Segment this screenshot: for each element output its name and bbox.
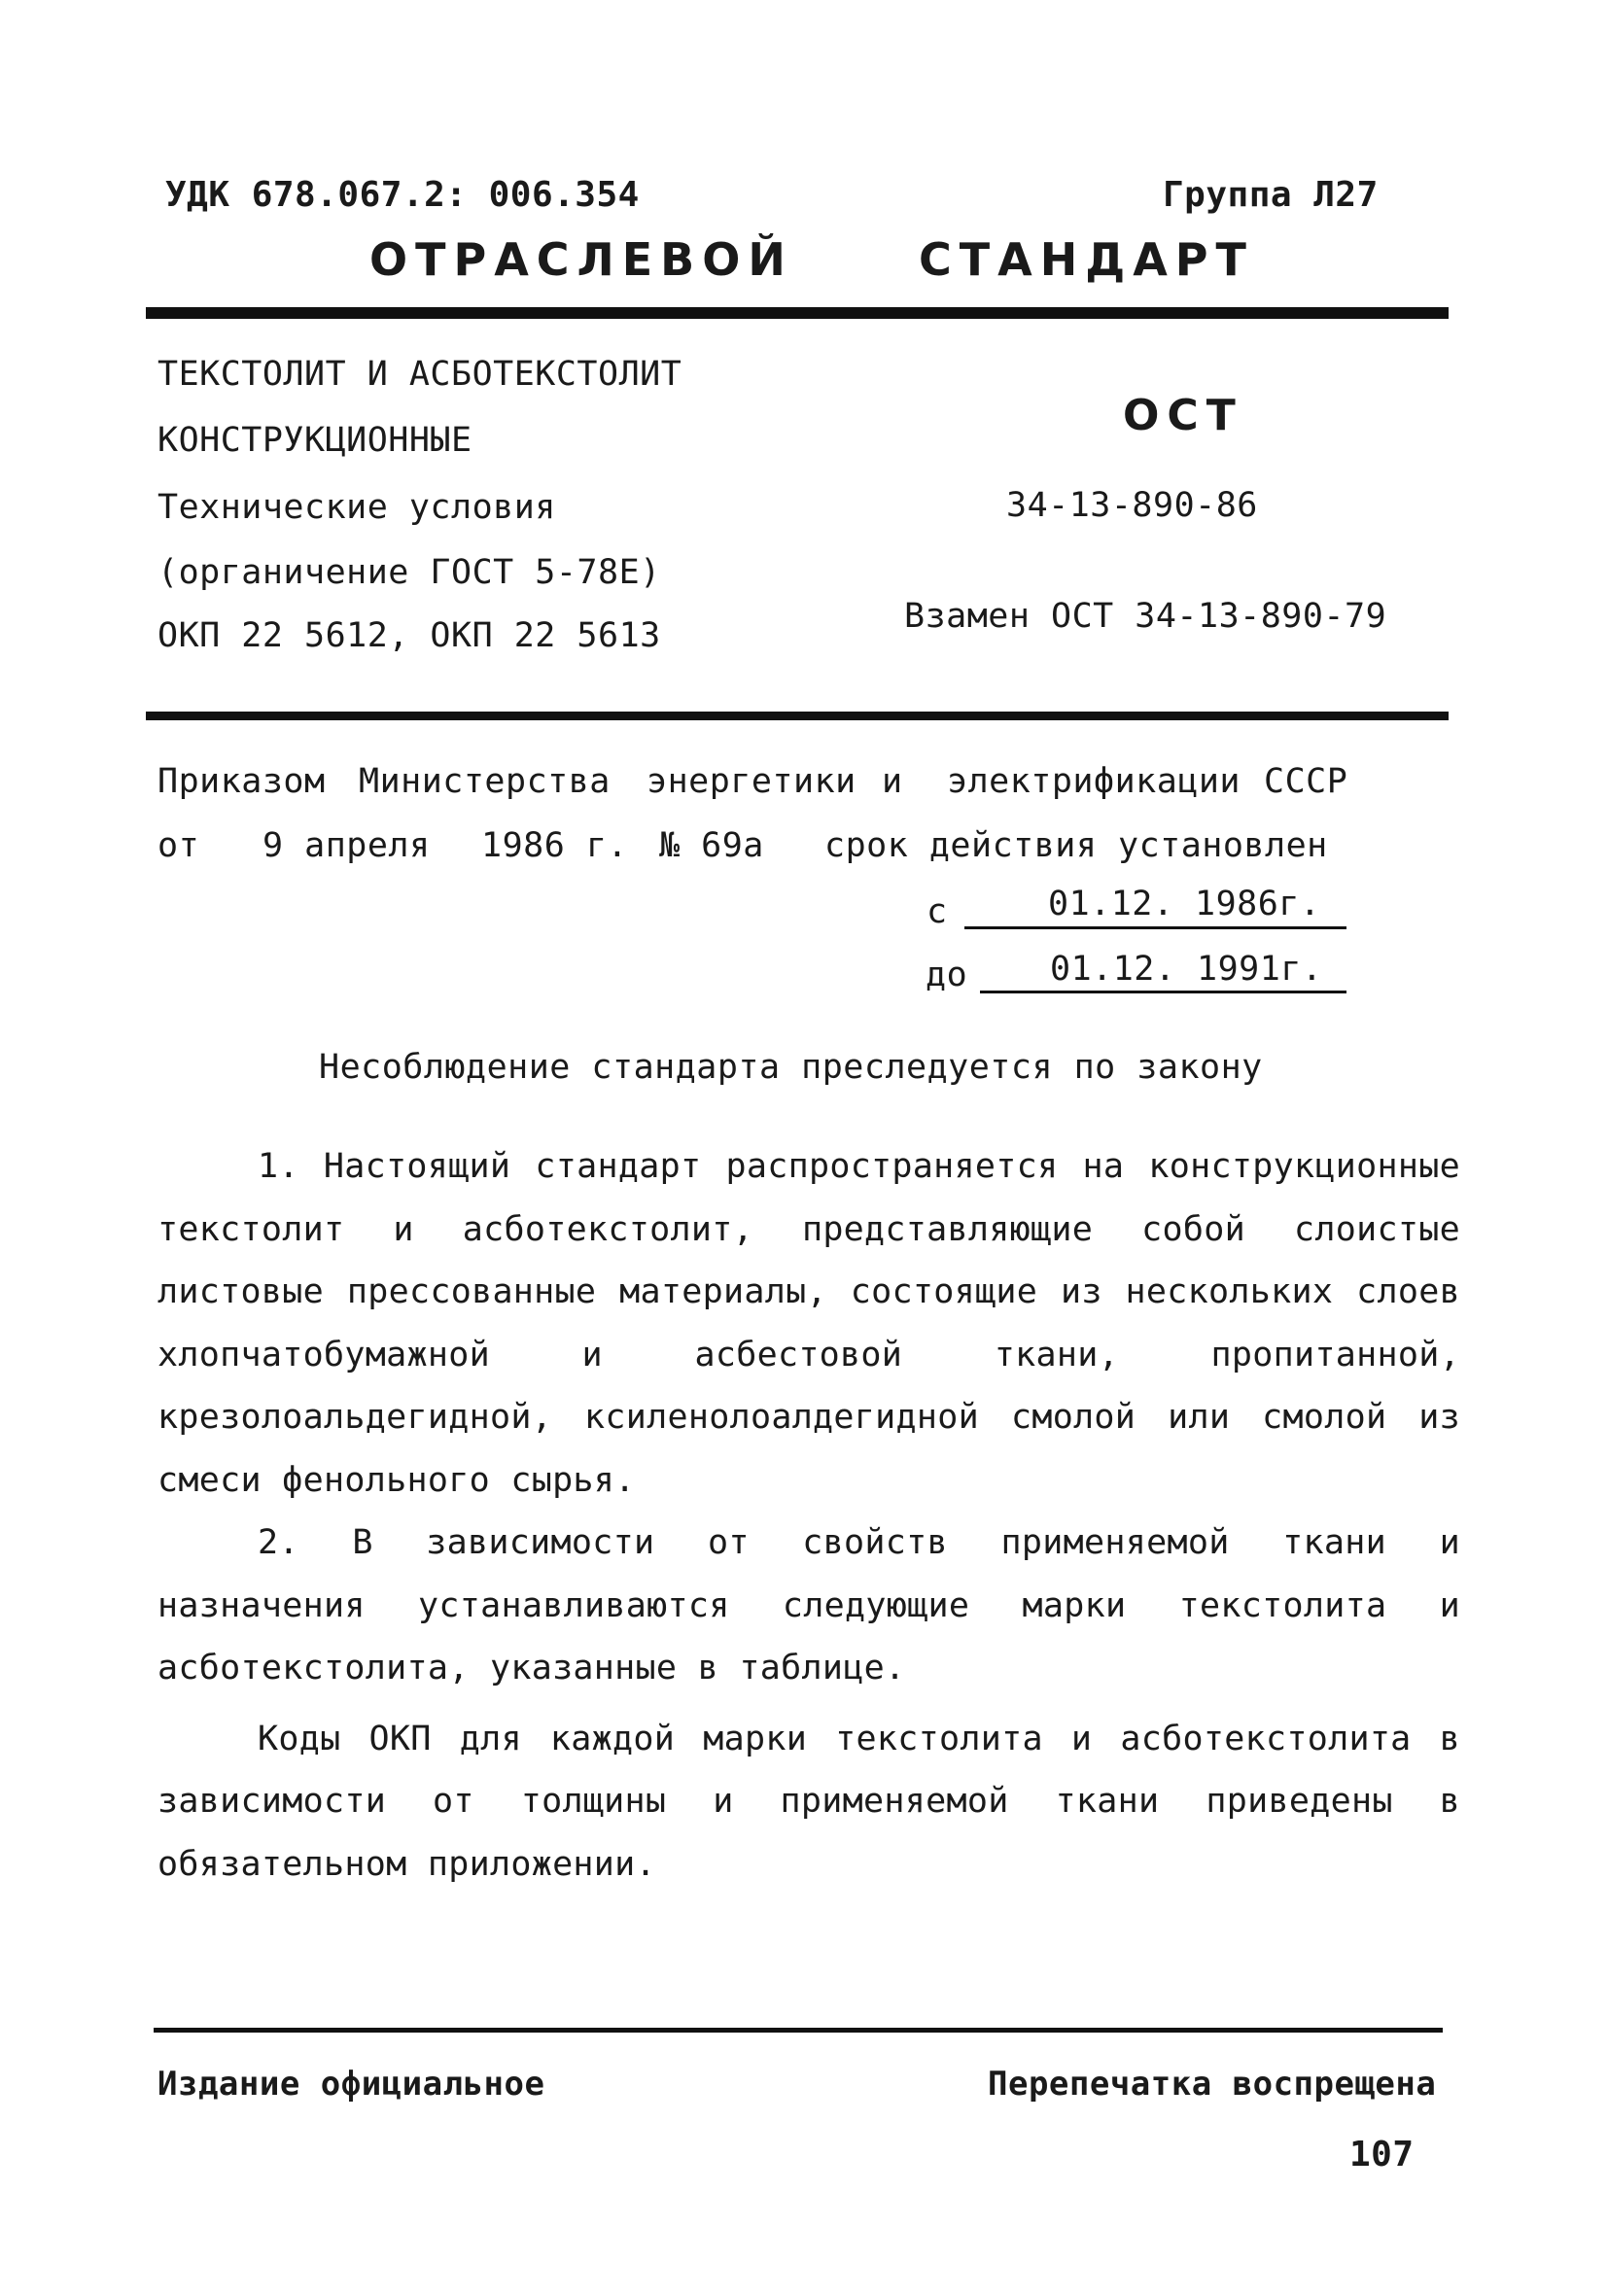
order-word-6: СССР	[1264, 762, 1348, 801]
standard-kind-title: СТАНДАРТ	[919, 233, 1254, 286]
ost-label: ОСТ	[1123, 391, 1243, 440]
order-word-3: энергетики	[647, 762, 856, 801]
valid-to-label: до	[926, 956, 968, 994]
okp-codes: ОКП 22 5612, ОКП 22 5613	[157, 616, 661, 655]
spec-divider	[146, 712, 1449, 720]
document-subtitle: Технические условия	[157, 488, 556, 527]
udk-code: УДК 678.067.2: 006.354	[165, 175, 640, 215]
order-word-4: и	[882, 762, 903, 801]
valid-to-date: 01.12. 1991г.	[1050, 950, 1323, 989]
order-word-1: Приказом	[157, 762, 326, 801]
order-word-2: Министерства	[359, 762, 611, 801]
valid-from-date: 01.12. 1986г.	[1048, 885, 1321, 923]
paragraph-3: Коды ОКП для каждой марки текстолита и асботекстолита в зависимости от толщины и применяемой ткани приведены в обязательном приложении.	[157, 1719, 1460, 1884]
restriction-note: (органичение ГОСТ 5-78Е)	[157, 553, 661, 592]
valid-from-underline	[964, 926, 1346, 929]
paragraph-1: 1. Настоящий стандарт распространяется на конструкционные текстолит и асботекстолит, представляющие собой слоистые листовые прессованные материалы, состоящие из нескольких слоев хлопчатобумажной и асбестовой ткани, пропитанной, крезолоальдегидной, ксиленолоалдегидной смолой или смолой из смеси фенольного сырья.	[157, 1147, 1460, 1500]
validity-label: срок действия установлен	[824, 826, 1328, 865]
legal-notice: Несоблюдение стандарта преследуется по закону	[319, 1048, 1263, 1087]
page-number: 107	[1349, 2135, 1415, 2174]
order-year: 1986 г.	[481, 826, 629, 865]
header-divider	[146, 307, 1449, 319]
footer-divider	[154, 2028, 1443, 2033]
ost-number: 34-13-890-86	[1006, 486, 1258, 525]
valid-from-label: с	[926, 892, 948, 931]
product-name-line2: КОНСТРУКЦИОННЫЕ	[157, 421, 472, 460]
group-code: Группа Л27	[1163, 175, 1379, 215]
paragraph-2: 2. В зависимости от свойств применяемой ткани и назначения устанавливаются следующие марки текстолита и асботекстолита, указанные в таблице.	[157, 1523, 1460, 1687]
order-date: 9 апреля	[262, 826, 431, 865]
order-word-5: электрификации	[947, 762, 1241, 801]
body-text	[157, 1135, 1460, 1896]
order-number: № 69а	[659, 826, 764, 865]
product-name-line1: ТЕКСТОЛИТ И АСБОТЕКСТОЛИТ	[157, 355, 682, 394]
order-date-prefix: от	[157, 826, 200, 865]
replaces-standard: Взамен ОСТ 34-13-890-79	[904, 597, 1387, 636]
valid-to-underline	[980, 991, 1346, 993]
standard-type-title: ОТРАСЛЕВОЙ	[369, 233, 793, 286]
edition-label: Издание официальное	[157, 2065, 545, 2104]
reprint-notice: Перепечатка воспрещена	[988, 2065, 1437, 2104]
